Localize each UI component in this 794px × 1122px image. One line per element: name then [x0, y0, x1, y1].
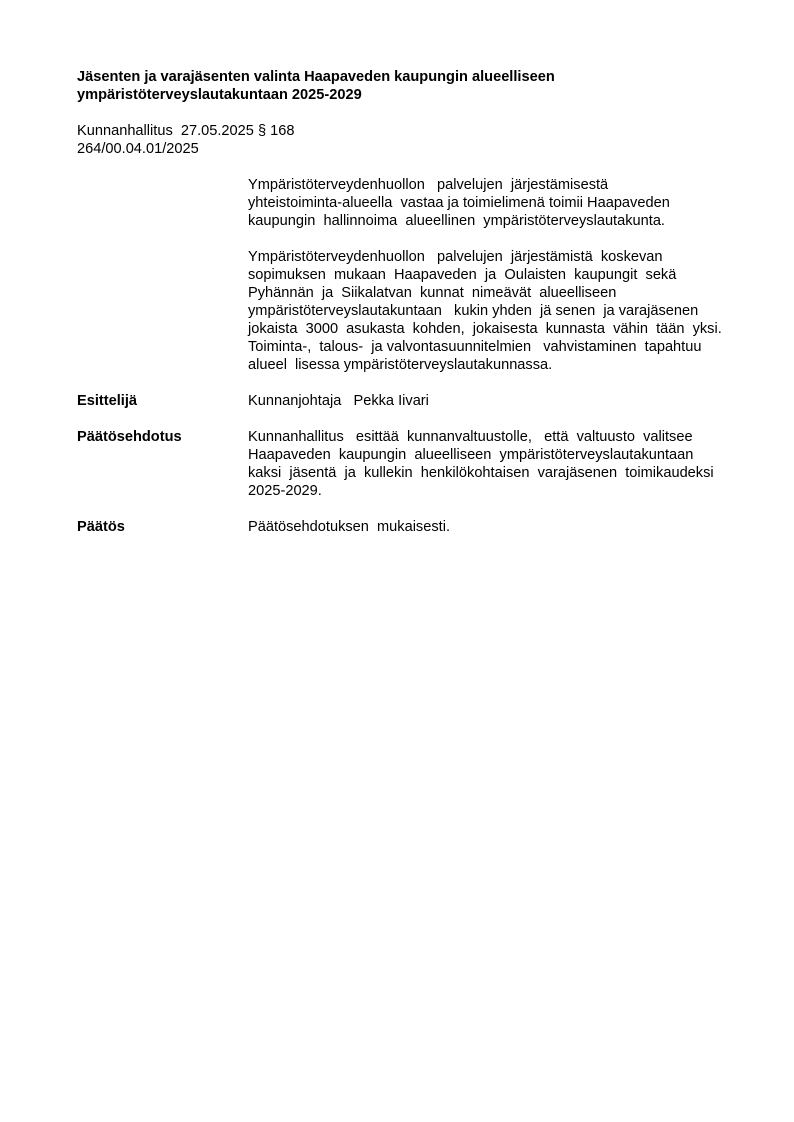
title-line-2: ympäristöterveyslautakuntaan 2025-2029 [77, 87, 362, 103]
text-line: yhteistoiminta-alueella vastaa ja toimielimenä toimii Haapaveden [248, 195, 670, 211]
text-line: alueel lisessa ympäristöterveyslautakunnassa. [248, 357, 553, 373]
decision-value [248, 518, 747, 536]
document-body [77, 68, 747, 536]
meeting-date-section: 27.05.2025 § 168 [180, 123, 295, 139]
text-line: Haapaveden kaupungin alueelliseen ympäristöterveyslautakuntaan [248, 447, 694, 463]
text-line: ympäristöterveyslautakuntaan kukin yhden jä senen ja varajäsenen [248, 303, 699, 319]
meeting-line [77, 122, 747, 140]
text-line: Päätösehdotuksen mukaisesti. [248, 519, 450, 535]
proposal-text [248, 428, 747, 500]
presenter-value [248, 392, 747, 410]
decision-row [77, 518, 747, 536]
text-line: Pyhännän ja Siikalatvan kunnat nimeävät alueelliseen [248, 285, 617, 301]
record-number: 264/00.04.01/2025 [77, 141, 199, 157]
proposal-label: Päätösehdotus [77, 429, 182, 445]
meeting-body: Kunnanhallitus [77, 123, 173, 139]
text-line: Ympäristöterveydenhuollon palvelujen järjestämisestä [248, 177, 609, 193]
text-line: Toiminta-, talous- ja valvontasuunnitelmien vahvistaminen tapahtuu [248, 339, 702, 355]
intro-paragraph-1 [248, 176, 747, 230]
intro-section [248, 176, 747, 374]
text-line: Kunnanhallitus esittää kunnanvaltuustolle, että valtuusto valitsee [248, 429, 693, 445]
text-line: jokaista 3000 asukasta kohden, jokaisesta kunnasta vähin tään yksi. [248, 321, 722, 337]
proposal-row [77, 428, 747, 500]
decision-label: Päätös [77, 519, 125, 535]
presenter-label: Esittelijä [77, 393, 138, 409]
title-line-1: Jäsenten ja varajäsenten valinta Haapaveden kaupungin alueelliseen [77, 69, 555, 85]
document-title [77, 68, 747, 104]
presenter-row [77, 392, 747, 410]
meeting-meta [77, 122, 747, 158]
text-line: Kunnanjohtaja Pekka Iivari [248, 393, 429, 409]
intro-paragraph-2 [248, 248, 747, 374]
text-line: Ympäristöterveydenhuollon palvelujen järjestämistä koskevan [248, 249, 663, 265]
text-line: kaupungin hallinnoima alueellinen ympäristöterveyslautakunta. [248, 213, 665, 229]
text-line: sopimuksen mukaan Haapaveden ja Oulaisten kaupungit sekä [248, 267, 677, 283]
text-line: kaksi jäsentä ja kullekin henkilökohtaisen varajäsenen toimikaudeksi [248, 465, 714, 481]
text-line: 2025-2029. [248, 483, 322, 499]
